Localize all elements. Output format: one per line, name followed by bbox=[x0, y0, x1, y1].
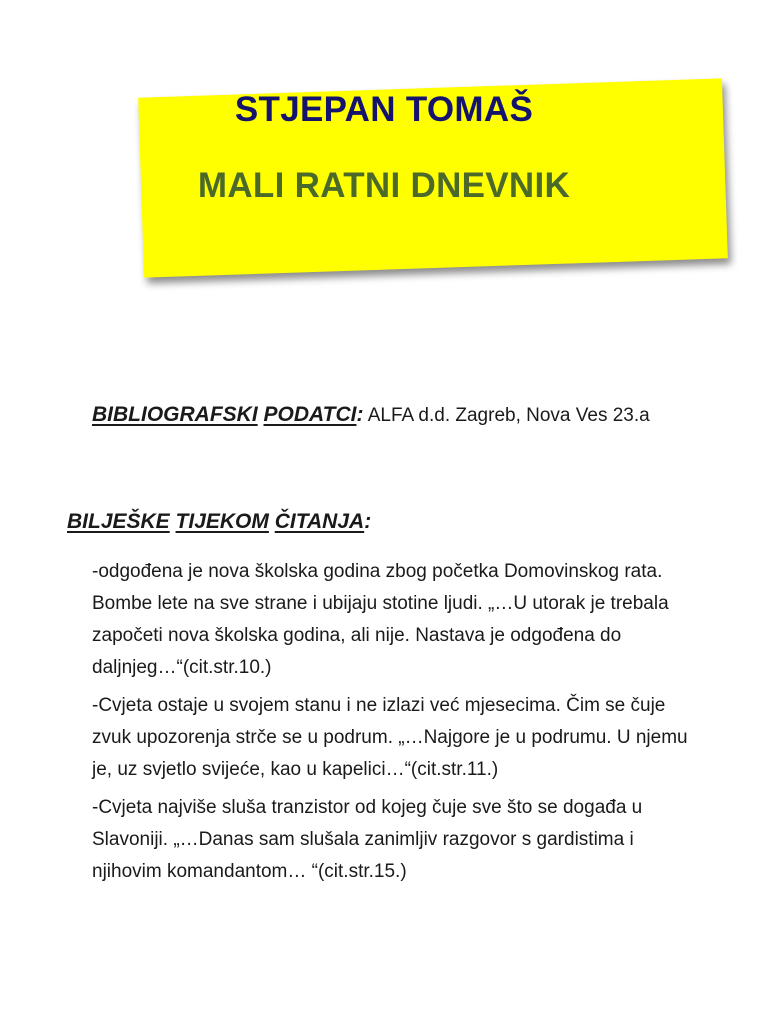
note-paragraph-3: -Cvjeta najviše sluša tranzistor od kojeg čuje sve što se događa u Slavoniji. „…Danas sam slušala zanimljiv razgovor s gardistima i njihovim komandantom… “(cit.str.15.) bbox=[92, 797, 643, 882]
notes-heading bbox=[67, 510, 371, 534]
author-name: STJEPAN TOMAŠ bbox=[234, 90, 534, 129]
bibliography-label bbox=[92, 403, 363, 426]
bibliography-label-colon: : bbox=[356, 403, 364, 426]
note-paragraph-2: -Cvjeta ostaje u svojem stanu i ne izlazi već mjesecima. Čim se čuje zvuk upozorenja strče se u podrum. „…Najgore je u podrumu. U njemu je, uz svjetlo svijeće, kao u kapelici…“(cit.str.11.) bbox=[92, 695, 688, 780]
book-title: MALI RATNI DNEVNIK bbox=[197, 166, 571, 205]
bibliography-section bbox=[92, 400, 682, 431]
bibliography-label-word2: PODATCI bbox=[263, 403, 357, 426]
note-paragraph-1: -odgođena je nova školska godina zbog početka Domovinskog rata. Bombe lete na sve strane i ubijaju stotine ljudi. „…U utorak je trebala započeti nova školska godina, ali nije. Nastava je odgođena do daljnjeg…“(cit.str.10.) bbox=[92, 561, 669, 678]
notes-heading-word3: ČITANJA bbox=[274, 510, 365, 533]
bibliography-label-word1: BIBLIOGRAFSKI bbox=[92, 403, 258, 426]
notes-heading-word1: BILJEŠKE bbox=[67, 510, 170, 533]
notes-heading-colon: : bbox=[364, 510, 372, 533]
bibliography-value: ALFA d.d. Zagreb, Nova Ves 23.a bbox=[367, 405, 650, 426]
notes-heading-word2: TIJEKOM bbox=[175, 510, 269, 533]
notes-list bbox=[92, 556, 692, 894]
